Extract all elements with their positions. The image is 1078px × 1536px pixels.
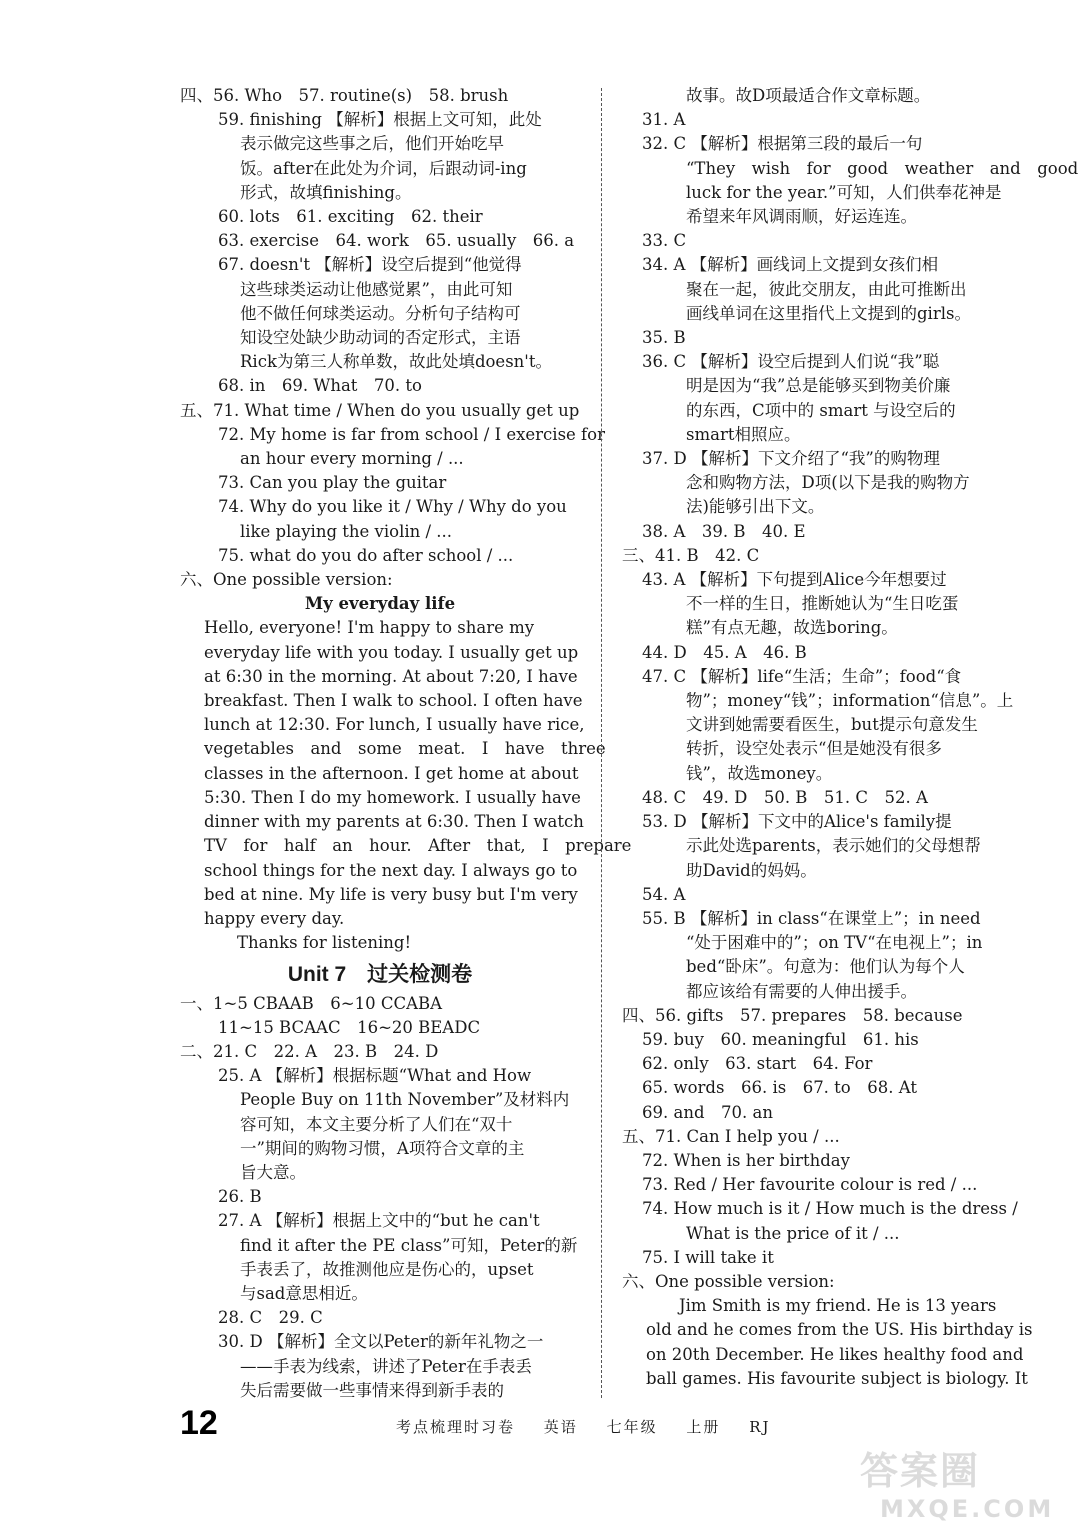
- right-column-line: Jim Smith is my friend. He is 13 years: [646, 1296, 997, 1316]
- right-column-line: 62. only 63. start 64. For: [642, 1054, 873, 1074]
- right-column-line: 48. C 49. D 50. B 51. C 52. A: [642, 787, 928, 807]
- right-column-line: 希望来年风调雨顺，好运连连。: [686, 207, 917, 227]
- left-column: [180, 84, 632, 1403]
- right-column: [622, 84, 1078, 1391]
- footer-edition: RJ: [749, 1418, 771, 1436]
- right-column-line: 明是因为“我”总是能够买到物美价廉: [686, 376, 951, 396]
- right-column-line: “They wish for good weather and good: [686, 158, 1078, 178]
- left-column-line: 一、1~5 CBAAB 6~10 CCABA: [180, 993, 443, 1013]
- watermark-logo: [860, 1440, 1055, 1530]
- column-divider: [601, 88, 602, 1398]
- left-column-line: 一”期间的购物习惯，A项符合文章的主: [240, 1138, 525, 1158]
- right-column-line: 73. Red / Her favourite colour is red / ...: [642, 1175, 978, 1195]
- right-column-line: 72. When is her birthday: [642, 1150, 850, 1170]
- right-column-line: 43. A 【解析】下句提到Alice今年想要过: [642, 570, 947, 590]
- left-column-line: bed at nine. My life is very busy but I'm very: [204, 884, 578, 904]
- right-column-line: ball games. His favourite subject is biology. It: [646, 1368, 1028, 1388]
- watermark-url: MXQE.COM: [880, 1495, 1055, 1523]
- right-column-line: 35. B: [642, 328, 686, 348]
- left-column-line: 11~15 BCAAC 16~20 BEADC: [218, 1017, 481, 1037]
- right-column-line: 55. B 【解析】in class“在课堂上”；in need: [642, 908, 981, 928]
- left-column-line: 26. B: [218, 1187, 262, 1207]
- right-column-line: old and he comes from the US. His birthday is: [646, 1320, 1033, 1340]
- left-column-line: ——手表为线索，讲述了Peter在手表丢: [240, 1356, 532, 1376]
- left-column-line: at 6:30 in the morning. At about 7:20, I have: [204, 666, 578, 686]
- right-column-line: 画线单词在这里指代上文提到的girls。: [686, 303, 971, 323]
- right-column-line: 糕”有点无趣，故选boring。: [686, 618, 898, 638]
- left-column-line: an hour every morning / ...: [240, 449, 464, 469]
- right-column-line: 75. I will take it: [642, 1247, 774, 1267]
- right-column-line: 助David的妈妈。: [686, 860, 817, 880]
- left-column-line: 饭。after在此处为介词，后跟动词-ing: [240, 158, 527, 178]
- right-column-line: luck for the year.”可知，人们供奉花神是: [686, 182, 1002, 202]
- right-column-line: 不一样的生日，推断她认为“生日吃蛋: [686, 594, 959, 614]
- left-column-line: 容可知，本文主要分析了人们在“双十: [240, 1114, 513, 1134]
- left-column-line: 四、56. Who 57. routine(s) 58. brush: [180, 86, 509, 105]
- page-number: 12: [180, 1404, 218, 1442]
- left-column-line: 表示做完这些事之后，他们开始吃早: [240, 134, 504, 154]
- left-column-line: Unit 7 过关检测卷: [287, 963, 473, 987]
- left-column-line: 手表丢了，故推测他应是伤心的，upset: [240, 1259, 534, 1279]
- footer-subject: 英语: [543, 1418, 578, 1436]
- right-column-line: 32. C 【解析】根据第三段的最后一句: [642, 134, 923, 154]
- left-column-line: happy every day.: [204, 908, 345, 928]
- right-column-line: 文讲到她需要看医生，but提示句意发生: [686, 715, 978, 735]
- left-column-line: 74. Why do you like it / Why / Why do you: [218, 497, 567, 517]
- left-column-line: school things for the next day. I always go to: [204, 860, 578, 880]
- left-column-line: classes in the afternoon. I get home at about: [204, 763, 579, 783]
- right-column-line: 故事。故D项最适合作文章标题。: [686, 86, 931, 105]
- right-column-line: 物”；money“钱”；information“信息”。上: [686, 691, 1014, 711]
- left-column-line: 60. lots 61. exciting 62. their: [218, 207, 483, 227]
- right-column-line: 聚在一起，彼此交朋友，由此可推断出: [686, 279, 967, 299]
- right-column-line: 示此处选parents，表示她们的父母想帮: [686, 836, 981, 856]
- right-column-line: 33. C: [642, 231, 687, 251]
- footer-caption: [396, 1416, 793, 1437]
- left-column-line: find it after the PE class”可知，Peter的新: [240, 1235, 578, 1255]
- left-column-line: People Buy on 11th November”及材料内: [240, 1090, 570, 1110]
- left-column-line: everyday life with you today. I usually get up: [204, 642, 579, 662]
- right-column-line: 的东西，C项中的 smart 与设空后的: [686, 400, 956, 420]
- right-column-line: 法)能够引出下文。: [686, 497, 825, 517]
- left-column-line: 二、21. C 22. A 23. B 24. D: [180, 1041, 439, 1061]
- right-column-line: 47. C 【解析】life“生活；生命”；food“食: [642, 666, 962, 686]
- right-column-line: bed“卧床”。句意为：他们认为每个人: [686, 957, 965, 977]
- left-column-line: Hello, everyone! I'm happy to share my: [204, 618, 535, 638]
- right-column-line: 钱”，故选money。: [686, 763, 833, 783]
- watermark-title: 答案圈: [860, 1449, 981, 1493]
- left-column-line: 与sad意思相近。: [240, 1283, 368, 1303]
- right-column-line: 53. D 【解析】下文中的Alice's family提: [642, 812, 952, 832]
- left-column-line: like playing the violin / ...: [240, 521, 453, 541]
- left-column-line: 30. D 【解析】全文以Peter的新年礼物之一: [218, 1332, 544, 1352]
- right-column-line: 转折，设空处表示“但是她没有很多: [686, 739, 942, 759]
- right-column-line: 都应该给有需要的人伸出援手。: [686, 981, 917, 1001]
- left-column-line: dinner with my parents at 6:30. Then I watch: [204, 812, 584, 832]
- right-column-line: 36. C 【解析】设空后提到人们说“我”聪: [642, 352, 940, 372]
- right-column-line: 54. A: [642, 884, 686, 904]
- left-column-line: My everyday life: [304, 594, 456, 614]
- right-column-line: 69. and 70. an: [642, 1102, 773, 1122]
- right-column-line: 念和购物方法，D项(以下是我的购物方: [686, 473, 970, 493]
- left-column-line: 他不做任何球类运动。分析句子结构可: [240, 303, 521, 323]
- right-column-line: 三、41. B 42. C: [622, 545, 760, 565]
- left-column-line: vegetables and some meat. I have three: [204, 739, 606, 759]
- left-column-line: Thanks for listening!: [204, 933, 412, 953]
- left-column-line: TV for half an hour. After that, I prepare: [204, 836, 632, 856]
- right-column-line: 65. words 66. is 67. to 68. At: [642, 1078, 917, 1098]
- right-column-line: “处于困难中的”；on TV“在电视上”；in: [686, 933, 983, 953]
- left-column-line: 67. doesn't 【解析】设空后提到“他觉得: [218, 255, 522, 275]
- left-column-line: 63. exercise 64. work 65. usually 66. a: [218, 231, 575, 251]
- left-column-line: 失后需要做一些事情来得到新手表的: [240, 1380, 504, 1400]
- left-column-line: 旨大意。: [240, 1162, 306, 1182]
- left-column-line: 28. C 29. C: [218, 1308, 323, 1328]
- right-column-line: 38. A 39. B 40. E: [642, 521, 806, 541]
- right-column-line: 59. buy 60. meaningful 61. his: [642, 1029, 919, 1049]
- left-column-line: 六、One possible version:: [180, 570, 393, 590]
- right-column-line: on 20th December. He likes healthy food and: [646, 1344, 1024, 1364]
- footer-volume: 上册: [686, 1418, 721, 1436]
- left-column-line: 五、71. What time / When do you usually get up: [180, 400, 580, 420]
- right-column-line: 34. A 【解析】画线词上文提到女孩们相: [642, 255, 939, 275]
- right-column-line: 37. D 【解析】下文介绍了“我”的购物理: [642, 449, 940, 469]
- left-column-line: Rick为第三人称单数，故此处填doesn't。: [240, 352, 552, 372]
- right-column-line: 74. How much is it / How much is the dress /: [642, 1199, 1018, 1219]
- right-column-line: smart相照应。: [686, 424, 801, 444]
- left-column-line: 68. in 69. What 70. to: [218, 376, 422, 396]
- footer-grade: 七年级: [606, 1418, 658, 1436]
- left-column-line: 59. finishing 【解析】根据上文可知，此处: [218, 110, 542, 130]
- left-column-line: 5:30. Then I do my homework. I usually have: [204, 787, 581, 807]
- right-column-line: 31. A: [642, 110, 686, 130]
- left-column-line: 73. Can you play the guitar: [218, 473, 447, 493]
- left-column-line: 25. A 【解析】根据标题“What and How: [218, 1066, 532, 1086]
- left-column-line: 这些球类运动让他感觉累”，由此可知: [240, 279, 513, 299]
- left-column-line: 72. My home is far from school / I exercise for: [218, 424, 605, 444]
- right-column-line: What is the price of it / ...: [686, 1223, 900, 1243]
- right-column-line: 44. D 45. A 46. B: [642, 642, 807, 662]
- left-column-line: 75. what do you do after school / ...: [218, 545, 514, 565]
- left-column-line: 知设空处缺少助动词的否定形式，主语: [240, 328, 521, 348]
- right-column-line: 六、One possible version:: [622, 1271, 835, 1291]
- footer-book: 考点梳理时习卷: [396, 1418, 516, 1436]
- right-column-line: 五、71. Can I help you / ...: [622, 1126, 840, 1146]
- left-column-line: 形式，故填finishing。: [240, 182, 412, 202]
- left-column-line: lunch at 12:30. For lunch, I usually have rice,: [204, 715, 585, 735]
- right-column-line: 四、56. gifts 57. prepares 58. because: [622, 1005, 963, 1025]
- left-column-line: 27. A 【解析】根据上文中的“but he can't: [218, 1211, 540, 1231]
- left-column-line: breakfast. Then I walk to school. I often have: [204, 691, 583, 711]
